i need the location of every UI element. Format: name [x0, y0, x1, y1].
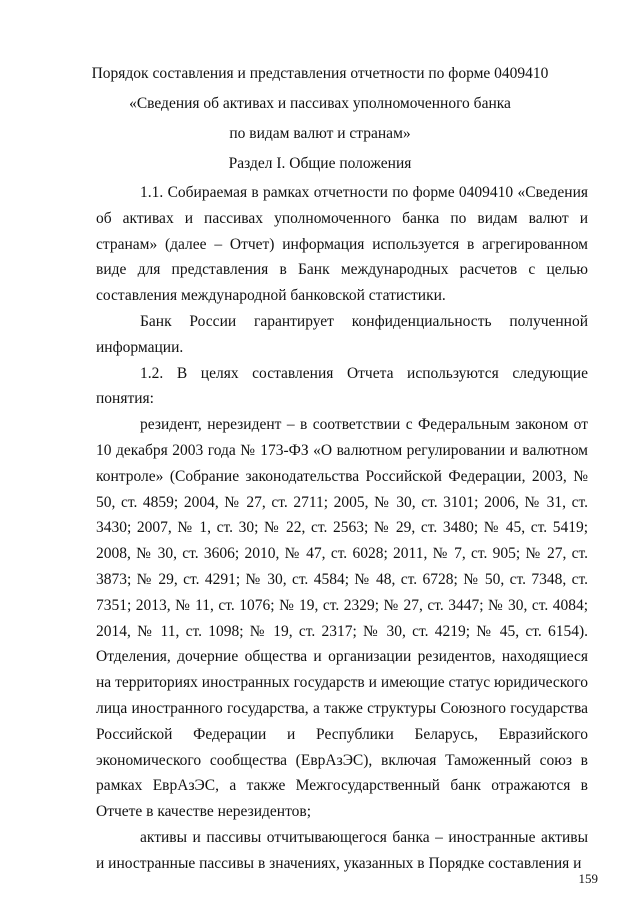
document-title-line-1: Порядок составления и представления отчетности по форме 0409410: [91, 65, 549, 82]
paragraph-1-1: 1.1. Собираемая в рамках отчетности по форме 0409410 «Сведения об активах и пассивах уполномоченного банка по видам валют и странам» (далее – Отчет) информация используется в агрегированном виде для представления в Банк международных расчетов с целью составления международной банковской статистики.: [96, 184, 588, 305]
section-heading: Раздел I. Общие положения: [228, 155, 412, 172]
document-body: [96, 180, 588, 877]
paragraph-confidentiality: Банк России гарантирует конфиденциальность полученной информации.: [96, 312, 588, 356]
paragraph-assets-liabilities: активы и пассивы отчитывающегося банка – иностранные активы и иностранные пассивы в значениях, указанных в Порядке составления и: [96, 828, 588, 872]
document-title-line-3: по видам валют и странам»: [229, 125, 411, 142]
paragraph-1-2: 1.2. В целях составления Отчета используются следующие понятия:: [96, 364, 588, 408]
paragraph-resident-definition: резидент, нерезидент – в соответствии с Федеральным законом от 10 декабря 2003 года № 173-ФЗ «О валютном регулировании и валютном контроле» (Собрание законодательства Российской Федерации, 2003, № 50, ст. 4859; 2004, № 27, ст. 2711; 2005, № 30, ст. 3101; 2006, № 31, ст. 3430; 2007, № 1, ст. 30; № 22, ст. 2563; № 29, ст. 3480; № 45, ст. 5419; 2008, № 30, ст. 3606; 2010, № 47, ст. 6028; 2011, № 7, ст. 905; № 27, ст. 3873; № 29, ст. 4291; № 30, ст. 4584; № 48, ст. 6728; № 50, ст. 7348, ст. 7351; 2013, № 11, ст. 1076; № 19, ст. 2329; № 27, ст. 3447; № 30, ст. 4084; 2014, № 11, ст. 1098; № 19, ст. 2317; № 30, ст. 4219; № 45, ст. 6154). Отделения, дочерние общества и организации резидентов, находящиеся на территориях иностранных государств и имеющие статус юридического лица иностранного государства, а также структуры Союзного государства Российской Федерации и Республики Беларусь, Евразийского экономического сообщества (ЕврАзЭС), включая Таможенный союз в рамках ЕврАзЭС, а также Межгосударственный банк отражаются в Отчете в качестве нерезидентов;: [96, 416, 588, 821]
page-number: 159: [578, 871, 598, 886]
document-title-line-2: «Сведения об активах и пассивах уполномоченного банка: [129, 95, 511, 112]
